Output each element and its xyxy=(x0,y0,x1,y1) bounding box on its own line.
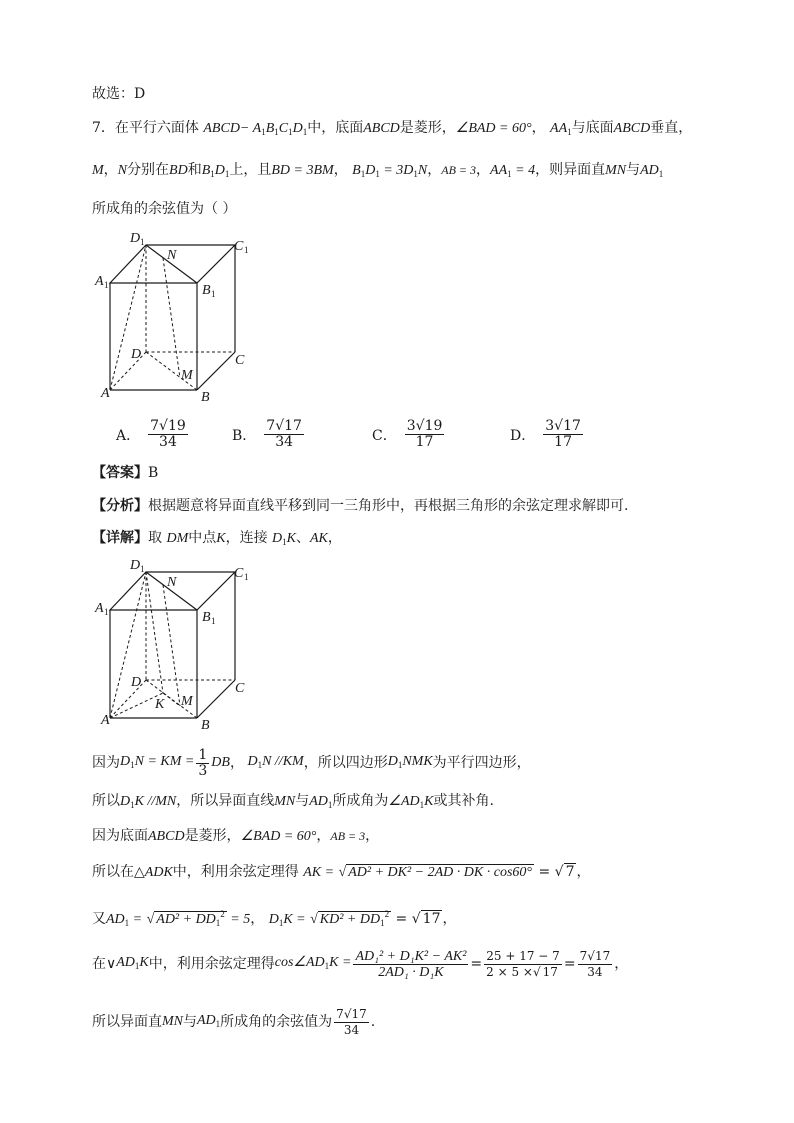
svg-text:1: 1 xyxy=(211,616,216,626)
label-A-fig2: A xyxy=(101,713,110,728)
label-A: A xyxy=(101,386,110,401)
option-a[interactable]: A． $\frac{7√19}{34}$ xyxy=(116,418,186,450)
label-C1: C xyxy=(234,239,244,254)
detail-line: 【详解】取 DM中点K，连接 $D_1K$、AK， xyxy=(92,530,342,547)
solution-step-2: 所以$D_1K$ //MN，所以异面直线MN与$AD_1$所成角为$\angle AD_1K$或其补角. xyxy=(92,793,494,810)
label-C1-fig2: C xyxy=(234,566,244,581)
solution-step-7: 所以异面直 MN 与 $AD_1$ 所成角的余弦值为 $\frac{7√17}{34}$ . xyxy=(92,1006,376,1037)
svg-text:1: 1 xyxy=(104,607,109,617)
svg-text:1: 1 xyxy=(104,280,109,290)
solution-step-6: 在∨ $AD_1K$ 中，利用余弦定理得 $\cos\angle AD_1K$ = $\frac{\text{AD₁² + D₁K² − AK²}}{\text{2AD₁ · D₁K}}$ = $\frac{25 + 17 - 7}{2 \times 5 \times√ 17}$ = $\frac{7√17}{34}$ ， xyxy=(92,948,629,980)
analysis-line: 【分析】根据题意将异面直线平移到同一三角形中，再根据三角形的余弦定理求解即可. xyxy=(92,498,629,514)
label-M-fig2: M xyxy=(181,694,193,709)
option-d[interactable]: D． $\frac{3√17}{17}$ xyxy=(510,418,581,450)
question-7-line-1: 7．在平行六面体 ABCD− $A_1B_1C_1D_1$中，底面ABCD是菱形，∠BAD = 60°， $AA_1$与底面ABCD垂直， xyxy=(92,120,693,137)
label-D1: D xyxy=(130,231,141,246)
parallelepiped-figure-2 xyxy=(92,552,262,734)
label-A1: A xyxy=(95,274,104,289)
label-D1-fig2: D xyxy=(130,558,141,573)
label-B1: B xyxy=(202,283,211,298)
label-B1-fig2: B xyxy=(202,610,211,625)
label-A1-fig2: A xyxy=(95,601,104,616)
svg-text:1: 1 xyxy=(140,564,145,574)
solution-step-5: 又$AD_1$ = √ $AD^2 + DD_1^2 = 5$， $D_1K$ = √ $KD^2 + DD_1^2$ = √ 17 ， xyxy=(92,909,457,928)
label-C-fig2: C xyxy=(235,681,245,696)
question-7-line-3: 所成角的余弦值为（ ） xyxy=(92,201,237,217)
previous-answer: 故选：D xyxy=(92,86,146,102)
svg-text:1: 1 xyxy=(211,289,216,299)
option-c[interactable]: C． $\frac{3√19}{17}$ xyxy=(372,418,443,450)
parallelepiped-figure-1 xyxy=(92,226,262,406)
svg-text:1: 1 xyxy=(244,245,249,255)
solution-step-1: 因为 $D_1N$ = KM = $\frac{1}{3}$ DB ， $D_1N$ //KM ，所以四边形 $D_1NMK$ 为平行四边形， xyxy=(92,746,531,779)
label-D-fig2: D xyxy=(131,675,142,690)
label-K-fig2: K xyxy=(155,697,165,712)
question-7-line-2: M，N分别在BD和$B_1D_1$上，且BD = 3BM， $B_1D_1 = 3D_1N$，AB = 3，$AA_1 = 4$，则异面直MN与$AD_1$ xyxy=(92,162,664,179)
answer-line: 【答案】B xyxy=(92,465,159,481)
label-C: C xyxy=(235,353,245,368)
label-M: M xyxy=(181,368,193,383)
svg-text:1: 1 xyxy=(244,572,249,582)
solution-step-3: 因为底面ABCD是菱形，∠BAD = 60°，AB = 3， xyxy=(92,828,380,844)
label-N-fig2: N xyxy=(167,575,177,590)
label-B: B xyxy=(201,390,210,405)
label-N: N xyxy=(167,248,177,263)
svg-text:1: 1 xyxy=(140,237,145,247)
solution-step-4: 所以在△ADK中，利用余弦定理得 AK = √ AD² + DK² − 2AD · DK · cos60° = √ 7 ， xyxy=(92,864,591,880)
label-D: D xyxy=(131,347,142,362)
option-b[interactable]: B． $\frac{7√17}{34}$ xyxy=(232,418,302,450)
label-B-fig2: B xyxy=(201,718,210,733)
